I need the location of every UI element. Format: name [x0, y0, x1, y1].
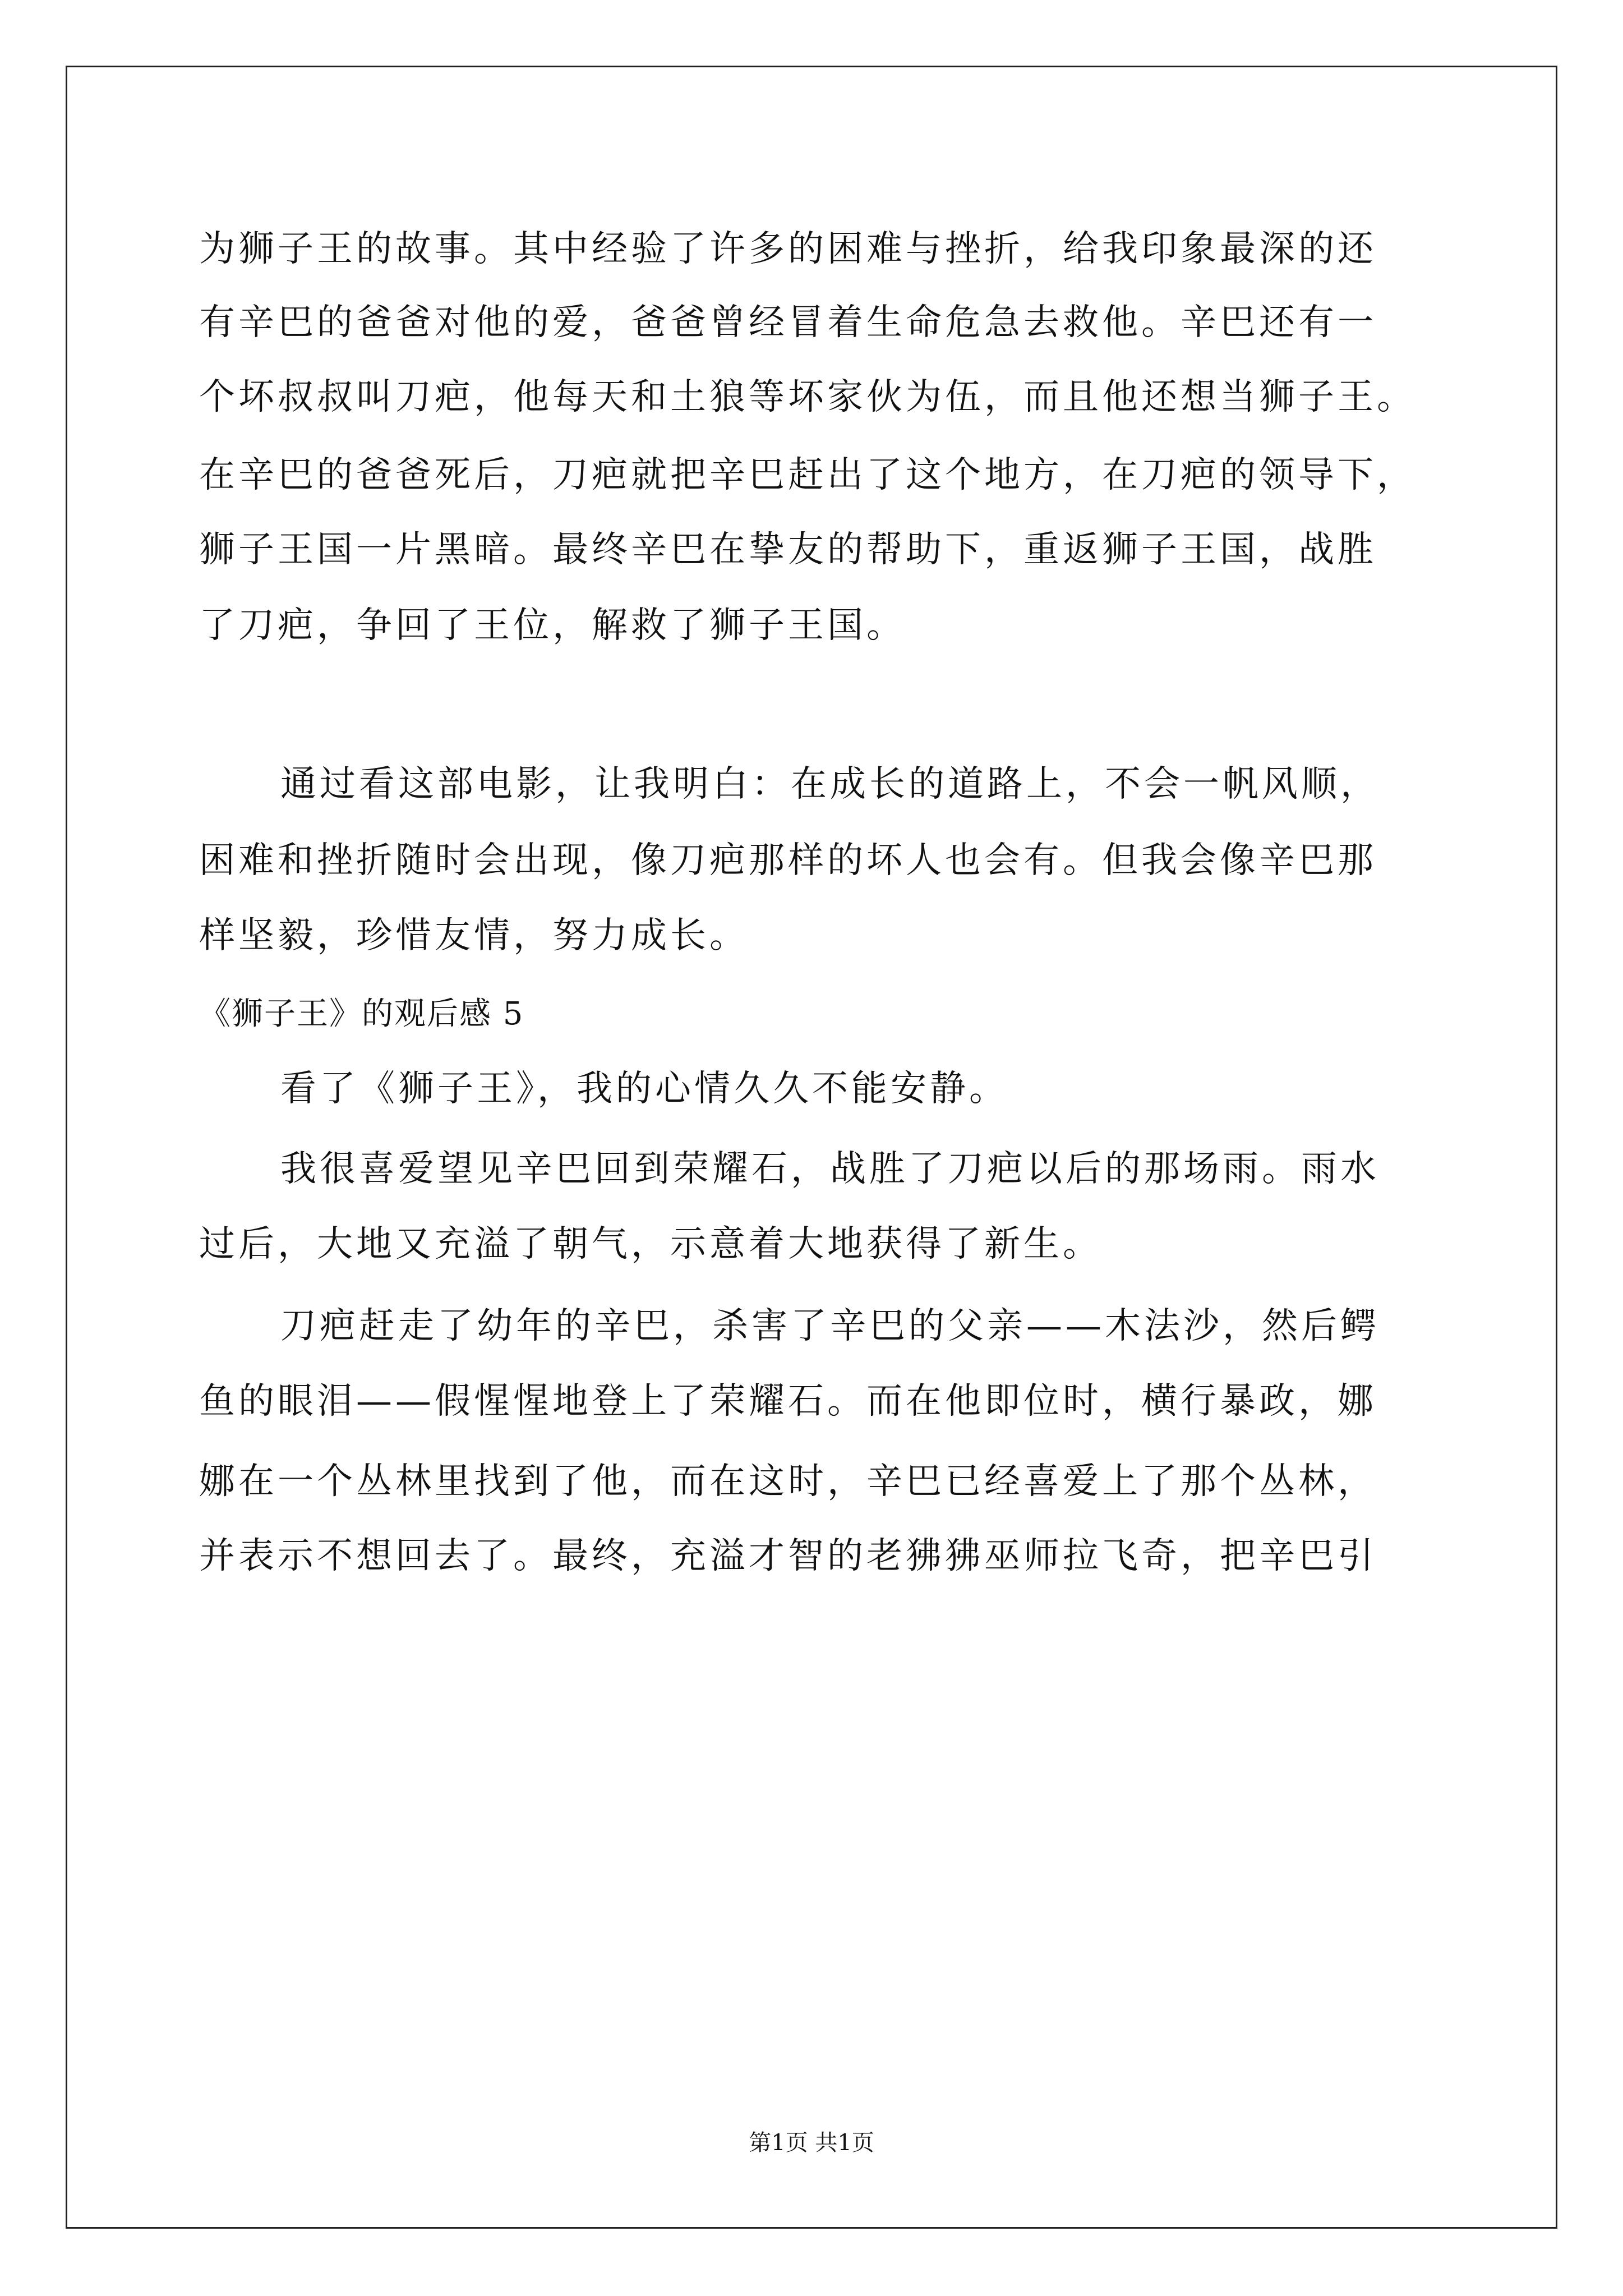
paragraph-first-line: 看了《狮子王》，我的心情久久不能安静。 — [280, 1068, 1008, 1110]
body-text-line: 并表示不想回去了。最终，充溢才智的老狒狒巫师拉飞奇，把辛巴引 — [199, 1535, 1377, 1577]
body-text-line: 娜在一个丛林里找到了他，而在这时，辛巴已经喜爱上了那个丛林， — [199, 1461, 1377, 1502]
body-text-line: 样坚毅，珍惜友情，努力成长。 — [199, 915, 749, 956]
body-text-line: 过后，大地又充溢了朝气，示意着大地获得了新生。 — [199, 1223, 1102, 1265]
section-heading: 《狮子王》的观后感 5 — [199, 996, 524, 1032]
body-text-line: 个坏叔叔叫刀疤，他每天和土狼等坏家伙为伍，而且他还想当狮子王。 — [199, 376, 1416, 418]
body-text-line: 狮子王国一片黑暗。最终辛巴在挚友的帮助下，重返狮子王国，战胜 — [199, 529, 1377, 570]
body-text-line: 在辛巴的爸爸死后，刀疤就把辛巴赶出了这个地方，在刀疤的领导下， — [199, 454, 1416, 496]
body-text-line: 有辛巴的爸爸对他的爱，爸爸曾经冒着生命危急去救他。辛巴还有一 — [199, 302, 1377, 343]
page-number-footer: 第1页 共1页 — [749, 2130, 874, 2156]
body-text-line: 为狮子王的故事。其中经验了许多的困难与挫折，给我印象最深的还 — [199, 228, 1377, 270]
body-text-line: 鱼的眼泪——假惺惺地登上了荣耀石。而在他即位时，横行暴政，娜 — [199, 1381, 1377, 1422]
paragraph-first-line: 通过看这部电影，让我明白：在成长的道路上，不会一帆风顺， — [280, 763, 1380, 805]
body-text-line: 困难和挫折随时会出现，像刀疤那样的坏人也会有。但我会像辛巴那 — [199, 840, 1377, 881]
paragraph-first-line: 刀疤赶走了幼年的辛巴，杀害了辛巴的父亲——木法沙，然后鳄 — [280, 1305, 1380, 1347]
body-text-line: 了刀疤，争回了王位，解救了狮子王国。 — [199, 605, 906, 646]
paragraph-first-line: 我很喜爱望见辛巴回到荣耀石，战胜了刀疤以后的那场雨。雨水 — [280, 1148, 1380, 1190]
